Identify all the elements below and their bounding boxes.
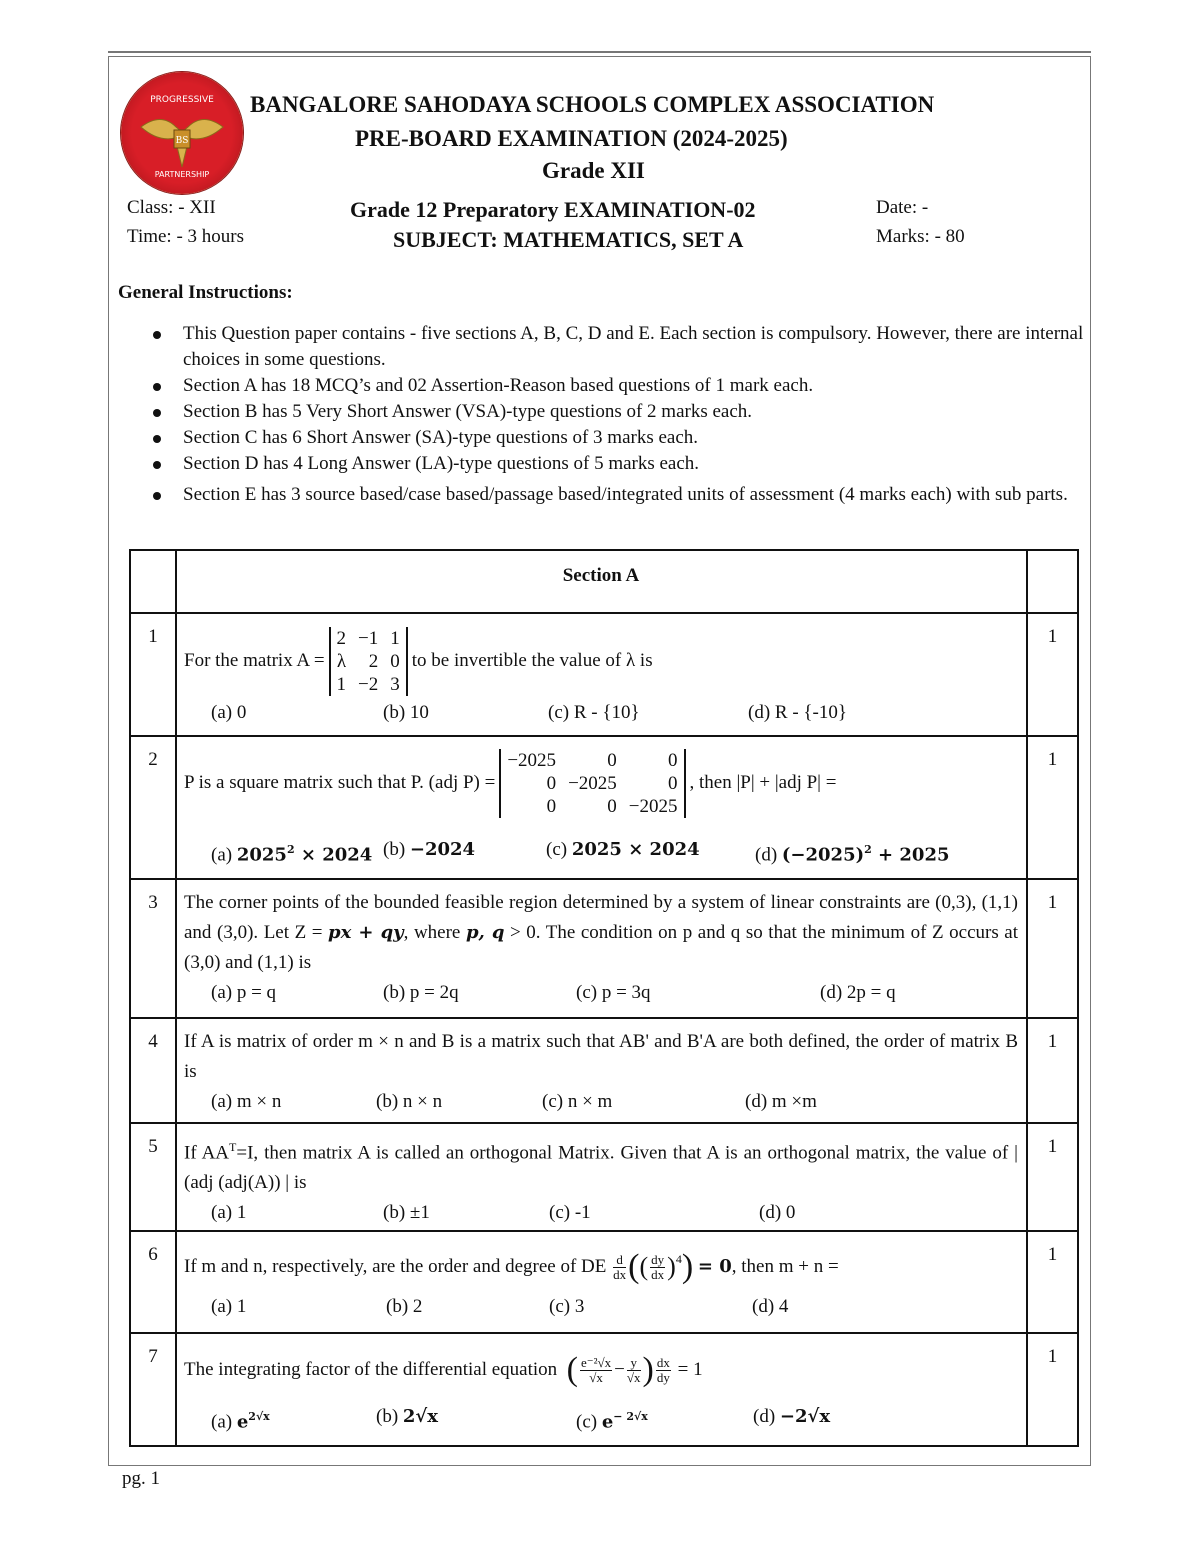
equation-rhs: = 1 <box>677 1359 703 1380</box>
option-exponent: − 2√x <box>613 1410 648 1423</box>
matrix-cell: 0 <box>668 772 678 794</box>
matrix-cell: 0 <box>607 749 617 771</box>
option-value: −2024 <box>409 839 476 860</box>
option-value: 2025 × 2024 <box>571 839 700 860</box>
numerator: dy <box>651 1251 665 1267</box>
denominator: √x <box>589 1369 603 1385</box>
matrix-cell: 0 <box>546 772 557 794</box>
equation-rhs: = 0 <box>697 1256 732 1277</box>
option-d: (d) R - {-10} <box>748 702 847 723</box>
question-text: to be invertible the value of λ is <box>411 650 653 671</box>
fraction <box>580 1356 612 1385</box>
derivative-fraction <box>650 1253 665 1282</box>
option-d <box>753 1402 830 1432</box>
question-text: The corner points of the bounded feasible region determined by a system of linear constraints are (0,3), (1,1) and (3,0). Let Z = <box>184 892 1018 943</box>
numerator: e⁻²√x <box>581 1354 612 1370</box>
options <box>184 978 1018 1010</box>
matrix-cell: 0 <box>546 795 557 817</box>
matrix-cell: λ <box>336 650 347 672</box>
option-b <box>376 1402 438 1432</box>
question-row <box>131 878 1077 1017</box>
option-b: (b) 10 <box>383 702 429 723</box>
question-row <box>131 1122 1077 1230</box>
page-number: pg. 1 <box>122 1468 160 1489</box>
instruction-item: Section B has 5 Very Short Answer (VSA)-type questions of 2 marks each. <box>150 399 1090 425</box>
option-d <box>755 835 950 870</box>
question-text: , then m + n = <box>731 1256 839 1277</box>
option-label: (d) <box>755 844 778 866</box>
question-number: 4 <box>131 1019 177 1122</box>
option-label: (b) <box>376 1406 399 1427</box>
option-value-rest: + 2025 <box>871 844 950 866</box>
option-d: (d) 0 <box>759 1202 796 1224</box>
option-value: e <box>236 1411 249 1433</box>
exam-name: PRE-BOARD EXAMINATION (2024-2025) <box>355 126 788 151</box>
question-text: =I, then matrix A is called an orthogonal Matrix. Given that A is an orthogonal matrix, the value of | (adj (adj(A)) | is <box>184 1142 1018 1194</box>
question-row: 6 If m and n, respectively, are the order and degree of DE $\frac{d}{dx}$ ( ( $\frac{dy}{dx}$ ) $^4$ ) = 0 , then m + n = (a) 1 (b) 2 (c) 3 (d) 4 1 <box>131 1230 1077 1332</box>
option-b: (b) 2 <box>386 1296 423 1317</box>
grade-heading: Grade XII <box>542 158 645 183</box>
section-title: Section A <box>177 551 1028 612</box>
options <box>184 1198 1018 1230</box>
options <box>184 1087 1018 1119</box>
option-d: (d) m ×m <box>745 1091 817 1112</box>
top-rule <box>108 51 1091 53</box>
option-d: (d) 2p = q <box>820 982 896 1003</box>
svg-text:PROGRESSIVE: PROGRESSIVE <box>150 95 214 105</box>
denominator: dx <box>651 1266 665 1282</box>
instruction-item: Section D has 4 Long Answer (LA)-type questions of 5 marks each. <box>150 451 1090 477</box>
question-number: 6 <box>131 1232 177 1332</box>
question-text: If m and n, respectively, are the order and degree of DE <box>184 1256 607 1277</box>
option-label: (c) <box>576 1411 598 1433</box>
fraction <box>627 1356 641 1385</box>
question-text: , where <box>403 922 461 943</box>
svg-text:PARTNERSHIP: PARTNERSHIP <box>154 170 210 179</box>
option-c: (c) 3 <box>549 1296 585 1317</box>
matrix-cell: 0 <box>390 650 400 672</box>
option-a: (a) 1 <box>211 1202 247 1224</box>
matrix <box>329 627 408 696</box>
option-b: (b) n × n <box>376 1091 443 1112</box>
fraction <box>656 1356 671 1385</box>
option-a: (a) 1 <box>211 1296 247 1317</box>
option-value: (−2025) <box>781 844 865 866</box>
math-expr: px + qy <box>328 922 404 943</box>
question-text: If AA <box>184 1142 230 1164</box>
matrix-cell: −1 <box>358 627 379 649</box>
instruction-item: This Question paper contains - five sections A, B, C, D and E. Each section is compulsory. However, there are internal choices in some questions. <box>150 321 1090 373</box>
time-label: Time: - 3 hours <box>127 226 245 247</box>
question-row: 7 The integrating factor of the differential equation ( $\frac{\text{e⁻²√x}}{√x}$ − $\frac{y}{√x}$ ) $\frac{dx}{dy}$ = 1 (a) $e^{2√x}$ (b) 2√x (c) $e^{- 2√x}$ (d) −2√x 1 <box>131 1332 1077 1445</box>
math-vars: p, q <box>465 922 505 943</box>
question-marks: 1 <box>1047 1346 1058 1367</box>
paper-title: Grade 12 Preparatory EXAMINATION-02 <box>350 197 756 222</box>
option-value: −2√x <box>779 1406 831 1427</box>
matrix-cell: 0 <box>668 749 678 771</box>
option-b: (b) ±1 <box>383 1202 430 1224</box>
numerator: d <box>613 1253 626 1268</box>
option-c: (c) -1 <box>549 1202 591 1224</box>
options <box>184 1292 1018 1324</box>
matrix-cell: −2 <box>358 673 379 695</box>
question-text: For the matrix A = <box>184 650 325 671</box>
matrix-cell: 3 <box>390 673 400 695</box>
option-value: e <box>601 1411 614 1433</box>
superscript: T <box>229 1140 237 1154</box>
option-d: (d) 4 <box>752 1296 789 1317</box>
option-exponent: 2√x <box>248 1410 270 1423</box>
question-row <box>131 735 1077 878</box>
marks-label: Marks: - 80 <box>876 226 965 247</box>
matrix-cell: 2 <box>368 650 379 672</box>
question-text: P is a square matrix such that P. (adj P) = <box>184 772 496 793</box>
options <box>184 1402 1018 1434</box>
option-value-rest: × 2024 <box>294 844 373 866</box>
options <box>184 835 1018 867</box>
questions-table <box>129 549 1079 1447</box>
option-label: (b) <box>383 839 406 860</box>
question-marks: 1 <box>1047 1136 1058 1157</box>
question-marks: 1 <box>1047 1031 1058 1052</box>
option-a <box>211 835 372 870</box>
denominator: dx <box>613 1266 627 1282</box>
option-b <box>383 835 475 865</box>
denominator: dy <box>656 1369 670 1385</box>
denominator: √x <box>626 1369 641 1385</box>
question-number: 7 <box>131 1334 177 1445</box>
option-c: (c) p = 3q <box>576 982 651 1003</box>
numerator: y <box>627 1356 641 1371</box>
option-label: (c) <box>546 839 568 860</box>
minus-sign: − <box>614 1359 625 1380</box>
option-b: (b) p = 2q <box>383 982 459 1003</box>
matrix <box>499 749 685 818</box>
option-exponent: 2 <box>864 843 872 856</box>
option-a: (a) 0 <box>211 702 247 723</box>
option-exponent: 2 <box>286 843 295 856</box>
option-c <box>576 1402 648 1437</box>
question-text: The integrating factor of the differential equation <box>184 1359 558 1380</box>
option-a: (a) m × n <box>211 1091 282 1112</box>
matrix-cell: −2025 <box>568 772 617 794</box>
option-value: 2025 <box>236 844 287 866</box>
instructions-title: General Instructions: <box>118 282 293 303</box>
question-text: > 0. The condition on p and q so that the minimum of Z occurs at (3,0) and (1,1) is <box>184 922 1018 973</box>
options <box>184 698 1018 730</box>
matrix-cell: 1 <box>336 673 347 695</box>
option-a <box>211 1402 270 1437</box>
date-label: Date: - <box>876 197 929 218</box>
instruction-item: Section A has 18 MCQ’s and 02 Assertion-Reason based questions of 1 mark each. <box>150 373 1090 399</box>
instructions-list <box>150 321 1090 508</box>
question-marks: 1 <box>1047 1244 1058 1265</box>
school-logo <box>121 72 243 194</box>
instruction-item: Section E has 3 source based/case based/passage based/integrated units of assessment (4 marks each) with sub parts. <box>150 482 1090 508</box>
option-c: (c) n × m <box>542 1091 613 1112</box>
question-number: 1 <box>131 614 177 735</box>
subject-title: SUBJECT: MATHEMATICS, SET A <box>393 227 744 252</box>
question-row <box>131 612 1077 735</box>
option-label: (a) <box>211 1411 233 1433</box>
question-text: , then |P| + |adj P| = <box>689 772 837 793</box>
exponent: 4 <box>675 1252 682 1266</box>
question-marks: 1 <box>1047 626 1058 647</box>
question-number: 2 <box>131 737 177 878</box>
option-c: (c) R - {10} <box>548 702 640 723</box>
question-number: 5 <box>131 1124 177 1230</box>
option-value: 2√x <box>402 1406 438 1427</box>
matrix-cell: −2025 <box>507 749 557 771</box>
question-text: If A is matrix of order m × n and B is a matrix such that AB' and B'A are both defined, the order of matrix B is <box>184 1031 1018 1082</box>
question-number: 3 <box>131 880 177 1017</box>
matrix-cell: 2 <box>336 627 347 649</box>
option-a: (a) p = q <box>211 982 277 1003</box>
numerator: dx <box>656 1354 670 1370</box>
svg-text:BS: BS <box>175 136 189 146</box>
matrix-cell: 1 <box>390 627 400 649</box>
instruction-item: Section C has 6 Short Answer (SA)-type questions of 3 marks each. <box>150 425 1090 451</box>
derivative-operator <box>613 1253 626 1282</box>
question-row <box>131 1017 1077 1122</box>
section-header-row <box>131 551 1077 612</box>
org-name: BANGALORE SAHODAYA SCHOOLS COMPLEX ASSOCIATION <box>250 92 935 117</box>
class-label: Class: - XII <box>127 197 216 218</box>
option-c <box>546 835 700 865</box>
matrix-cell: −2025 <box>628 795 678 817</box>
question-marks: 1 <box>1047 749 1058 770</box>
question-marks: 1 <box>1047 892 1058 913</box>
matrix-cell: 0 <box>607 795 617 817</box>
option-label: (d) <box>753 1406 776 1427</box>
option-label: (a) <box>211 844 233 866</box>
